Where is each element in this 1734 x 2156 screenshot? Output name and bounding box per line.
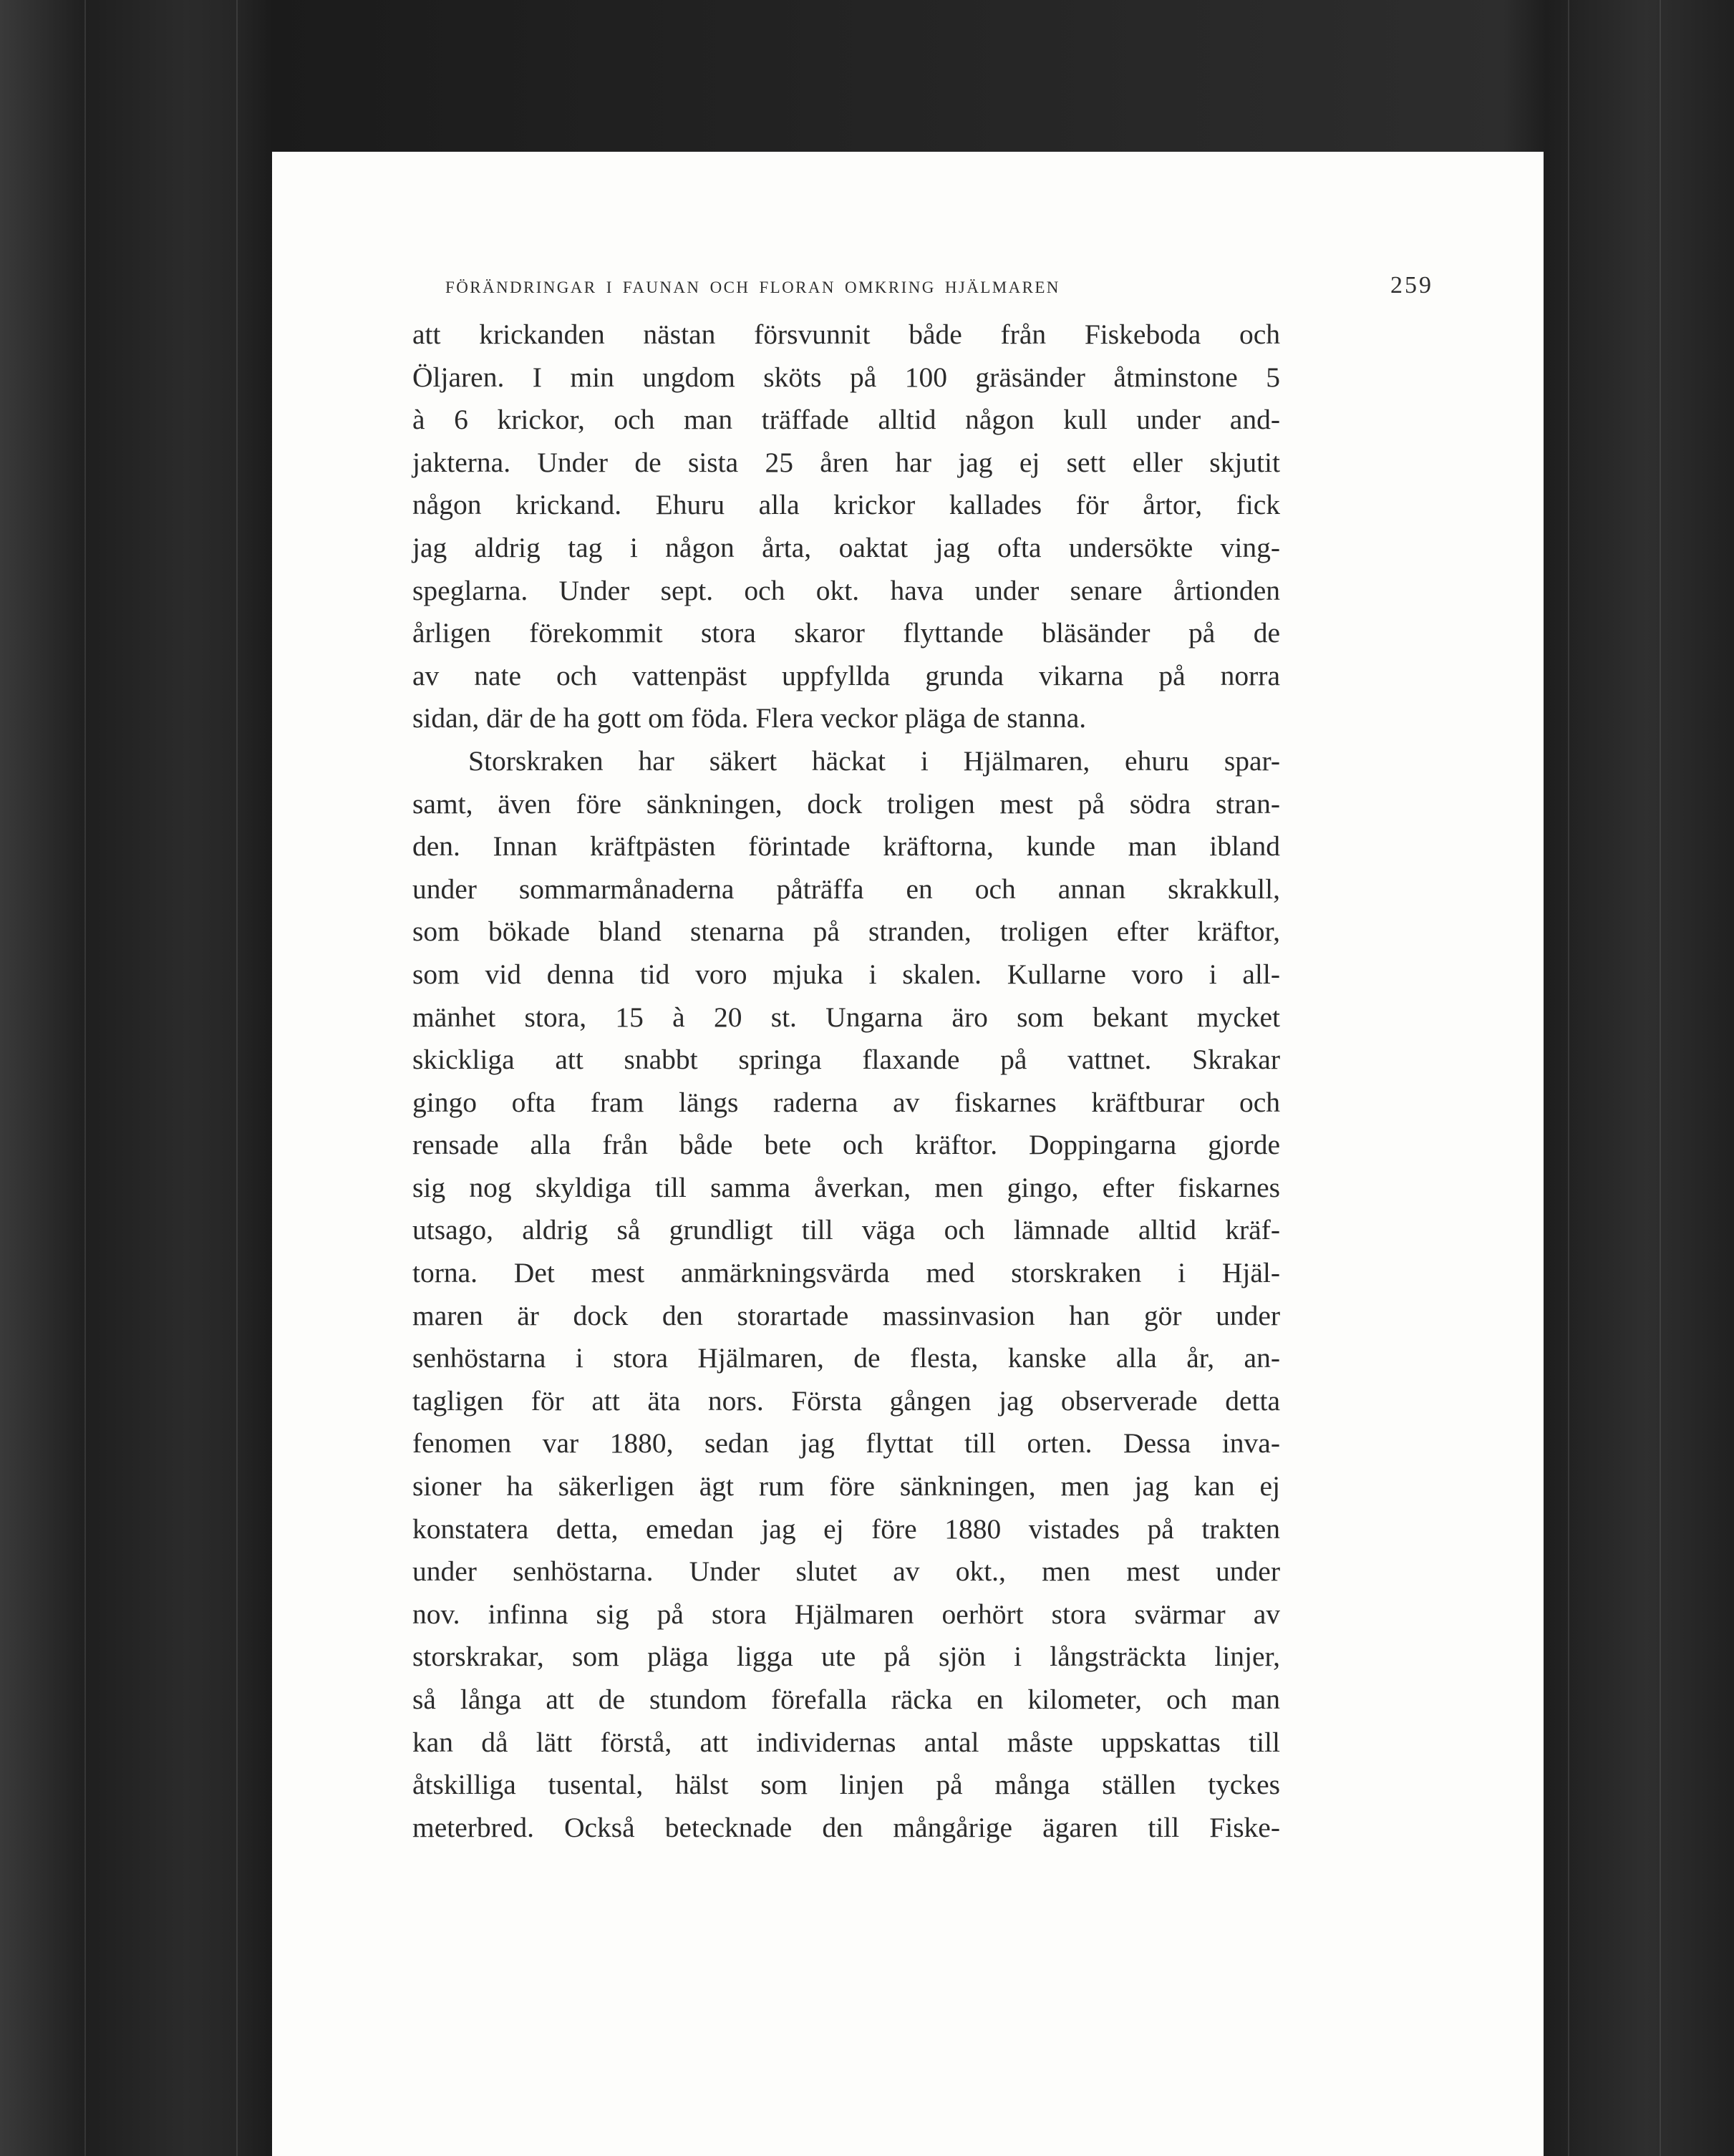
text-line: rensade alla från både bete och kräftor. Doppingarna gjorde [412, 1129, 1280, 1161]
text-line: årligen förekommit stora skaror flyttande bläsänder på de [412, 617, 1280, 649]
text-line: fenomen var 1880, sedan jag flyttat till orten. Dessa inva- [412, 1427, 1280, 1460]
text-line: att krickanden nästan försvunnit både från Fiskeboda och [412, 319, 1280, 350]
text-line: à 6 krickor, och man träffade alltid någon kull under and- [412, 404, 1280, 436]
running-head-title: FÖRÄNDRINGAR I FAUNAN OCH FLORAN OMKRING HJÄLMAREN [445, 278, 1060, 296]
text-line: konstatera detta, emedan jag ej före 1880 vistades på trakten [412, 1512, 1280, 1545]
text-line: åtskilliga tusental, hälst som linjen på många ställen tyckes [412, 1769, 1280, 1801]
text-line: som vid denna tid voro mjuka i skalen. Kullarne voro i all- [412, 958, 1280, 990]
text-line: torna. Det mest anmärkningsvärda med storskraken i Hjäl- [412, 1257, 1280, 1289]
running-head [431, 272, 1433, 299]
text-line: jag aldrig tag i någon årta, oaktat jag ofta undersökte ving- [412, 531, 1280, 563]
text-line: samt, även före sänkningen, dock troligen mest på södra stran- [412, 787, 1280, 820]
text-line: som bökade bland stenarna på stranden, troligen efter kräftor, [412, 916, 1280, 948]
text-line: av nate och vattenpäst uppfyllda grunda vikarna på norra [412, 659, 1280, 691]
scan-streak [1568, 0, 1569, 2156]
text-line: meterbred. Också betecknade den mångårige ägaren till Fiske- [412, 1811, 1280, 1843]
text-line: sig nog skyldiga till samma åverkan, men gingo, efter fiskarnes [412, 1171, 1280, 1203]
page-number: 259 [1390, 272, 1433, 298]
body-text [412, 314, 1280, 1849]
text-line: storskrakar, som pläga ligga ute på sjön i långsträckta linjer, [412, 1641, 1280, 1673]
scan-streak [84, 0, 86, 2156]
text-line: nov. infinna sig på stora Hjälmaren oerhört stora svärmar av [412, 1598, 1280, 1630]
text-line: tagligen för att äta nors. Första gången jag observerade detta [412, 1384, 1280, 1417]
text-line: maren är dock den storartade massinvasion han gör under [412, 1299, 1280, 1331]
text-line: sidan, där de ha gott om föda. Flera veckor pläga de stanna. [412, 702, 1087, 734]
text-line: Öljaren. I min ungdom sköts på 100 gräsänder åtminstone 5 [412, 361, 1280, 393]
text-line: speglarna. Under sept. och okt. hava under senare årtionden [412, 574, 1280, 606]
text-line: gingo ofta fram längs raderna av fiskarnes kräftburar och [412, 1086, 1280, 1118]
book-page [272, 152, 1544, 2156]
text-line: någon krickand. Ehuru alla krickor kallades för årtor, fick [412, 489, 1280, 521]
text-line: utsago, aldrig så grundligt till väga och lämnade alltid kräf- [412, 1214, 1280, 1246]
text-line: mänhet stora, 15 à 20 st. Ungarna äro som bekant mycket [412, 1001, 1280, 1033]
scan-streak [236, 0, 238, 2156]
text-line: jakterna. Under de sista 25 åren har jag ej sett eller skjutit [412, 446, 1280, 478]
text-line: Storskraken har säkert häckat i Hjälmaren, ehuru spar- [468, 744, 1280, 777]
text-line: så långa att de stundom förefalla räcka en kilometer, och man [412, 1684, 1280, 1715]
text-line: den. Innan kräftpästen förintade kräftorna, kunde man ibland [412, 830, 1280, 863]
text-line: senhöstarna i stora Hjälmaren, de flesta, kanske alla år, an- [412, 1342, 1280, 1374]
text-line: under sommarmånaderna påträffa en och annan skrakkull, [412, 873, 1280, 905]
text-line: sioner ha säkerligen ägt rum före sänkningen, men jag kan ej [412, 1470, 1280, 1502]
scan-streak [1660, 0, 1661, 2156]
text-line: skickliga att snabbt springa flaxande på vattnet. Skrakar [412, 1044, 1280, 1076]
text-line: kan då lätt förstå, att individernas antal måste uppskattas till [412, 1726, 1280, 1758]
text-line: under senhöstarna. Under slutet av okt., men mest under [412, 1555, 1280, 1588]
